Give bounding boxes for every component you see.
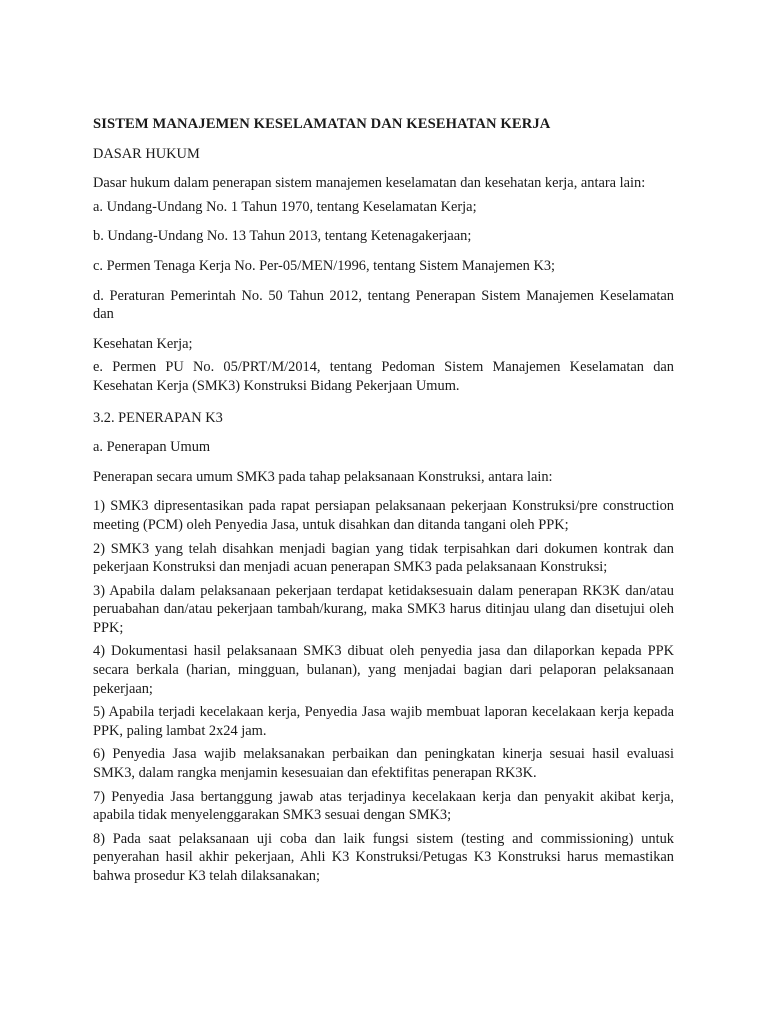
general-intro-paragraph: Penerapan secara umum SMK3 pada tahap pelaksanaan Konstruksi, antara lain: [93, 468, 553, 485]
subsection-heading-general: a. Penerapan Umum [93, 439, 211, 456]
legal-item-c: c. Permen Tenaga Kerja No. Per-05/MEN/1996, tentang Sistem Manajemen K3; [93, 257, 556, 274]
section-heading-legal-basis: DASAR HUKUM [93, 145, 200, 162]
legal-item-d: d. Peraturan Pemerintah No. 50 Tahun 2012, tentang Penerapan Sistem Manajemen Keselamatan dan [93, 287, 674, 323]
document-title: SISTEM MANAJEMEN KESELAMATAN DAN KESEHATAN KERJA [93, 116, 551, 132]
legal-item-d-continuation: Kesehatan Kerja; [93, 335, 193, 352]
legal-item-b: b. Undang-Undang No. 13 Tahun 2013, tentang Ketenagakerjaan; [93, 228, 472, 245]
legal-intro-paragraph: Dasar hukum dalam penerapan sistem manajemen keselamatan dan kesehatan kerja, antara lain: [93, 175, 646, 192]
general-item-7: 7) Penyedia Jasa bertanggung jawab atas terjadinya kecelakaan kerja dan penyakit akibat kerja, apabila tidak menyelenggarakan SMK3 sesuai dengan SMK3; [93, 788, 674, 824]
general-item-8: 8) Pada saat pelaksanaan uji coba dan laik fungsi sistem (testing and commissioning) untuk penyerahan hasil akhir pekerjaan, Ahli K3 Konstruksi/Petugas K3 Konstruksi harus memastikan bahwa prosedur K3 telah dilaksanakan; [93, 830, 674, 884]
general-item-5: 5) Apabila terjadi kecelakaan kerja, Penyedia Jasa wajib membuat laporan kecelakaan kerja kepada PPK, paling lambat 2x24 jam. [93, 704, 674, 739]
general-item-1: 1) SMK3 dipresentasikan pada rapat persiapan pelaksanaan pekerjaan Konstruksi/pre construction meeting (PCM) oleh Penyedia Jasa, untuk disahkan dan ditanda tangani oleh PPK; [93, 498, 674, 533]
general-item-4: 4) Dokumentasi hasil pelaksanaan SMK3 dibuat oleh penyedia jasa dan dilaporkan kepada PPK secara berkala (harian, mingguan, bulanan), yang menjadai bagian dari pelaporan pelaksanaan pekerjaan; [93, 643, 674, 697]
general-item-2: 2) SMK3 yang telah disahkan menjadi bagian yang tidak terpisahkan dari dokumen kontrak dan pekerjaan Konstruksi dan menjadi acuan penerapan SMK3 pada pelaksanaan Konstruksi; [93, 540, 674, 576]
document-body [93, 115, 674, 891]
general-item-3: 3) Apabila dalam pelaksanaan pekerjaan terdapat ketidaksesuain dalam penerapan RK3K dan/atau peruabahan dan/atau pekerjaan tambah/kurang, maka SMK3 harus ditinjau ulang dan disetujui oleh PPK; [93, 582, 674, 636]
legal-item-e: e. Permen PU No. 05/PRT/M/2014, tentang Pedoman Sistem Manajemen Keselamatan dan Kesehatan Kerja (SMK3) Konstruksi Bidang Pekerjaan Umum. [93, 359, 674, 394]
general-item-6: 6) Penyedia Jasa wajib melaksanakan perbaikan dan peningkatan kinerja sesuai hasil evaluasi SMK3, dalam rangka menjamin kesesuaian dan efektifitas penerapan RK3K. [93, 746, 674, 782]
section-heading-k3: 3.2. PENERAPAN K3 [93, 409, 223, 426]
legal-item-a: a. Undang-Undang No. 1 Tahun 1970, tentang Keselamatan Kerja; [93, 198, 477, 215]
